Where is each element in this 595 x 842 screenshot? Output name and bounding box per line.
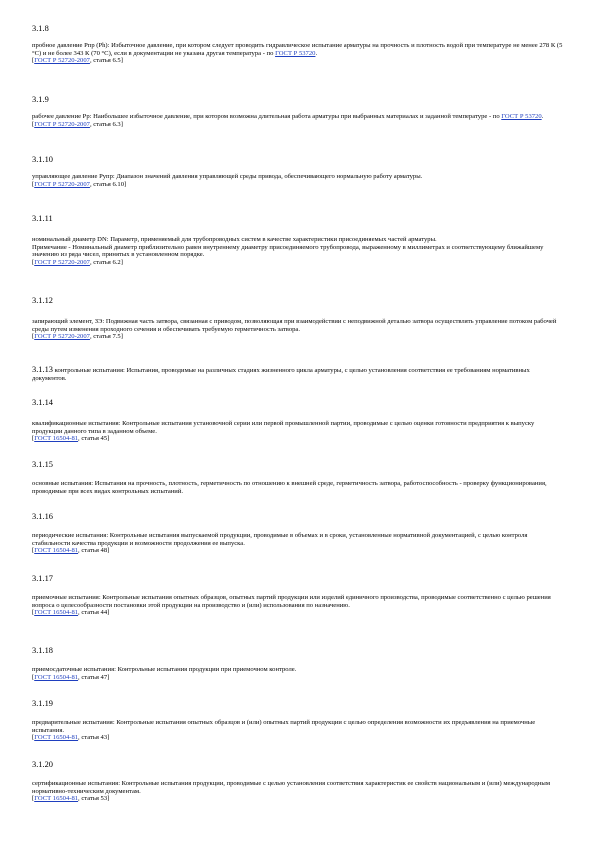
reference-article: , статья 43] xyxy=(78,734,110,742)
reference-article: , статья 6.10] xyxy=(89,180,127,188)
clause-number: 3.1.8 xyxy=(32,24,49,33)
clause-body xyxy=(32,236,564,266)
source-reference xyxy=(32,795,564,803)
clause-number: 3.1.13 xyxy=(32,365,53,374)
standard-link[interactable]: ГОСТ 16504-81 xyxy=(34,547,79,555)
clause-number: 3.1.14 xyxy=(32,398,53,407)
source-reference xyxy=(32,259,564,267)
symbol: Рр xyxy=(81,113,90,120)
definition-paragraph xyxy=(32,173,564,181)
clause-number: 3.1.18 xyxy=(32,646,53,655)
clause-body xyxy=(32,42,564,65)
definition-text: : Контрольные испытания установочной серии или первой промышленной партии, проводимые с целью оценки готовности предприятия к выпуску продукции данного типа в заданном объеме. xyxy=(32,420,535,435)
reference-article: , статья 53] xyxy=(78,795,110,803)
reference-bracket: [ xyxy=(32,734,35,742)
term: приемочные испытания xyxy=(32,594,99,601)
clause-body xyxy=(32,480,564,495)
reference-article: , статья 47] xyxy=(78,673,110,681)
definition-text: : Диапазон значений давления управляющей среды привода, обеспечивающего нормальную работу арматуры. xyxy=(112,173,423,180)
definition-text: : Контрольные испытания выпускаемой продукции, проводимые в объемах и в сроки, установленные нормативной документацией, с целью контроля стабильности качества продукции и возможности продолжения ее выпуска. xyxy=(32,532,528,547)
clause-body xyxy=(32,594,564,617)
definition-paragraph xyxy=(32,420,564,435)
reference-article: , статья 6.3] xyxy=(89,120,123,128)
term: основные испытания xyxy=(32,480,92,487)
clause xyxy=(32,760,564,803)
definition-paragraph xyxy=(32,318,564,333)
reference-article: , статья 48] xyxy=(78,547,110,555)
standard-link[interactable]: ГОСТ 16504-81 xyxy=(34,673,79,681)
source-reference xyxy=(32,547,564,555)
definition-paragraph xyxy=(32,113,564,121)
clause-body xyxy=(32,420,564,443)
definition-text: : Испытания на прочность, плотность, герметичность по отношению к внешней среде, герметичность затвора, работоспособность - проверку функционирования, проводимые при всех видах контрольных испытаний. xyxy=(32,480,547,495)
clause-number: 3.1.15 xyxy=(32,460,53,469)
source-reference xyxy=(32,121,564,129)
reference-bracket: [ xyxy=(32,673,35,681)
clause-body xyxy=(32,666,564,681)
inline-link-suffix: . xyxy=(315,49,318,57)
reference-bracket: [ xyxy=(32,333,35,341)
source-reference xyxy=(32,57,564,65)
reference-bracket: [ xyxy=(32,180,35,188)
standard-link[interactable]: ГОСТ 16504-81 xyxy=(34,435,79,443)
clause xyxy=(32,214,564,266)
source-reference xyxy=(32,674,564,682)
standard-link[interactable]: ГОСТ Р 52720-2007 xyxy=(34,120,90,128)
reference-article: , статья 44] xyxy=(78,609,110,617)
clause-number: 3.1.19 xyxy=(32,699,53,708)
definition-text: : Контрольные испытания продукции при приемочном контроле. xyxy=(114,666,297,673)
clause-body xyxy=(32,318,564,341)
standard-link[interactable]: ГОСТ Р 52720-2007 xyxy=(34,57,90,65)
term: сертификационные испытания xyxy=(32,780,119,787)
definition-paragraph xyxy=(32,480,564,495)
source-reference xyxy=(32,181,564,189)
reference-bracket: [ xyxy=(32,258,35,266)
term: номинальный диаметр xyxy=(32,236,96,243)
reference-bracket: [ xyxy=(32,547,35,555)
clause xyxy=(32,574,564,617)
source-reference xyxy=(32,333,564,341)
clause xyxy=(32,95,564,128)
symbol: Pупр xyxy=(97,173,113,180)
reference-bracket: [ xyxy=(32,795,35,803)
clause-body xyxy=(32,532,564,555)
definition-text: : Испытания, проводимые на различных стадиях жизненного цикла арматуры, с целью установления соответствия ее требованиям нормативных документов. xyxy=(32,367,530,382)
definition-text: : Контрольные испытания опытных образцов и (или) опытных партий продукции с целью определения возможности их предъявления на приемочные испытания. xyxy=(32,719,536,734)
term: управляющее давление xyxy=(32,173,98,180)
definition-paragraph xyxy=(32,42,564,57)
standard-link[interactable]: ГОСТ Р 52720-2007 xyxy=(34,180,90,188)
term: пробное давление xyxy=(32,42,83,49)
clause xyxy=(32,460,564,495)
definition-paragraph xyxy=(32,666,564,674)
reference-article: , статья 45] xyxy=(78,435,110,443)
standard-link[interactable]: ГОСТ 16504-81 xyxy=(34,609,79,617)
term: рабочее давление xyxy=(32,113,82,120)
definition-paragraph xyxy=(32,244,564,259)
term: контрольные испытания xyxy=(54,367,123,374)
reference-article: , статья 6.2] xyxy=(89,258,123,266)
clause xyxy=(32,398,564,443)
inline-standard-link[interactable]: ГОСТ Р 53720 xyxy=(275,49,316,57)
definition-paragraph xyxy=(32,532,564,547)
reference-article: , статья 6.5] xyxy=(89,57,123,65)
definition-text: Примечание - Номинальный диаметр приблизительно равен внутреннему диаметру присоединяемого трубопровода, выраженному в миллиметрах и соответствующему ближайшему значению из ряда чисел, принятых в установленном порядке. xyxy=(32,243,544,259)
clause xyxy=(32,646,564,681)
symbol: Рпр (Ph) xyxy=(82,42,108,49)
clause-number: 3.1.11 xyxy=(32,214,53,223)
standard-link[interactable]: ГОСТ 16504-81 xyxy=(34,795,79,803)
reference-bracket: [ xyxy=(32,57,35,65)
term: предварительные испытания xyxy=(32,719,113,726)
standard-link[interactable]: ГОСТ 16504-81 xyxy=(34,734,79,742)
source-reference xyxy=(32,435,564,443)
clause-number: 3.1.9 xyxy=(32,95,49,104)
clause-number: 3.1.20 xyxy=(32,760,53,769)
source-reference xyxy=(32,609,564,617)
definition-text: : Подвижная часть затвора, связанная с приводом, позволяющая при взаимодействии с неподвижной деталью затвора осуществлять управление потоком рабочей среды путем изменения проходного сечения и обеспечивать требуемую герметичность затвора. xyxy=(32,318,557,333)
clause xyxy=(32,366,564,382)
clause xyxy=(32,512,564,555)
definition-text: : Контрольные испытания опытных образцов, опытных партий продукции или изделий единичного производства, проводимые соответственно с целью решения вопроса о целесообразности постановки этой продукции на производство и (или) использования по назначению. xyxy=(32,594,551,609)
standard-link[interactable]: ГОСТ Р 52720-2007 xyxy=(34,333,90,341)
term: запирающий элемент xyxy=(32,318,92,325)
clause-body xyxy=(32,113,564,128)
clause-number: 3.1.10 xyxy=(32,155,53,164)
clause xyxy=(32,155,564,188)
clause-body xyxy=(32,719,564,742)
standard-link[interactable]: ГОСТ Р 52720-2007 xyxy=(34,258,90,266)
clause-number: 3.1.17 xyxy=(32,574,53,583)
term: периодические испытания xyxy=(32,532,107,539)
source-reference xyxy=(32,734,564,742)
inline-standard-link[interactable]: ГОСТ Р 53720 xyxy=(501,113,542,120)
definition-text: : Наибольшее избыточное давление, при котором возможна длительная работа арматуры при выбранных материалах и заданной температуре - по xyxy=(89,113,502,120)
definition-text: : Параметр, применяемый для трубопроводных систем в качестве характеристики присоединяемых частей арматуры. xyxy=(106,236,437,243)
clause xyxy=(32,699,564,742)
clause-number: 3.1.12 xyxy=(32,296,53,305)
clause xyxy=(32,296,564,341)
definition-paragraph xyxy=(32,594,564,609)
definition-paragraph xyxy=(32,236,564,244)
symbol: DN xyxy=(95,236,107,243)
symbol: , ЗЭ xyxy=(91,318,103,325)
term: приемосдаточные испытания xyxy=(32,666,115,673)
clause-body xyxy=(32,780,564,803)
clause-body xyxy=(32,366,564,382)
clause xyxy=(32,24,564,65)
definition-paragraph xyxy=(32,780,564,795)
reference-bracket: [ xyxy=(32,435,35,443)
definition-text: : Контрольные испытания продукции, проводимые с целью установления соответствия характеристик ее свойств национальным и (или) международным нормативно-техническим документам. xyxy=(32,780,550,795)
reference-bracket: [ xyxy=(32,609,35,617)
inline-link-suffix: . xyxy=(541,113,544,120)
definition-text: : Избыточное давление, при котором следует проводить гидравлическое испытание арматуры на прочность и плотность водой при температуре не менее 278 К (5 °С) и не более 343 К (70 °С), если в документации не указана другая температура - по xyxy=(32,42,563,57)
term: квалификационные испытания xyxy=(32,420,119,427)
definition-paragraph xyxy=(32,719,564,734)
clause-number: 3.1.16 xyxy=(32,512,53,521)
reference-bracket: [ xyxy=(32,120,35,128)
clause-body xyxy=(32,173,564,188)
reference-article: , статья 7.5] xyxy=(89,333,123,341)
